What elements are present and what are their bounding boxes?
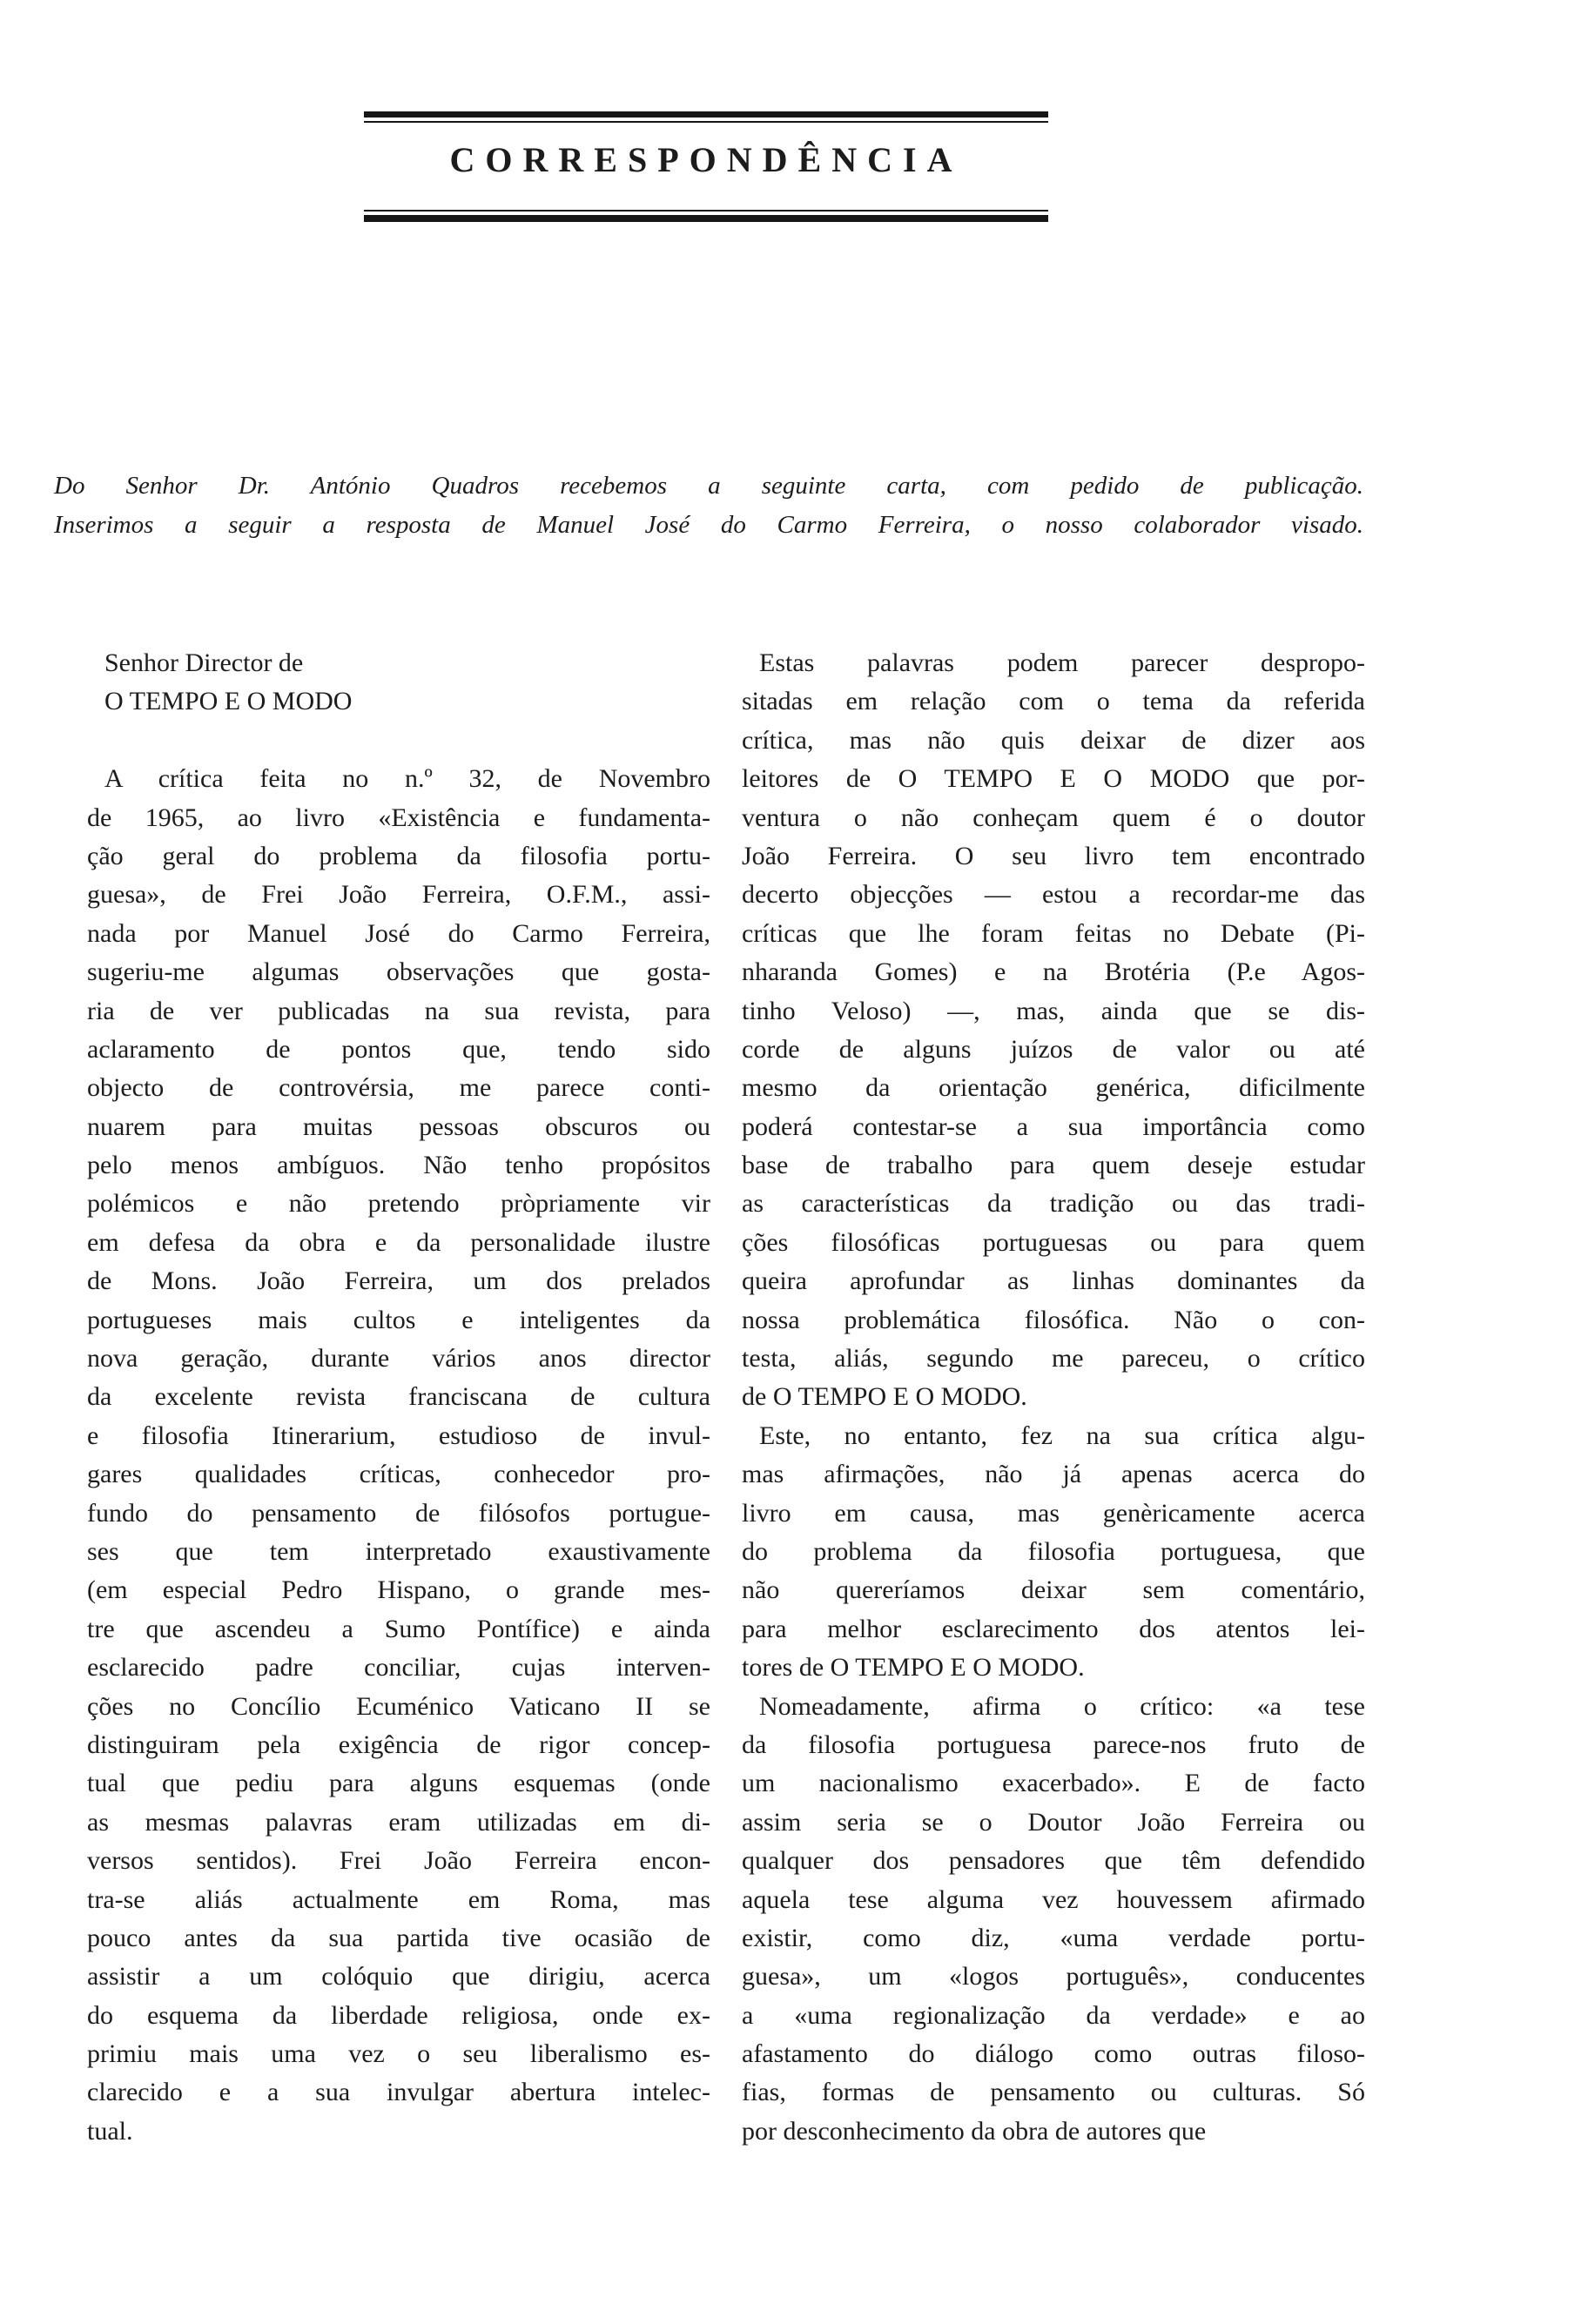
letter-left-column	[87, 644, 710, 2151]
text-line: mas afirmações, não já apenas acerca do	[742, 1460, 1365, 1489]
text-line: ções filosóficas portuguesas ou para quem	[742, 1227, 1365, 1257]
text-line: testa, aliás, segundo me pareceu, o crítico	[742, 1344, 1365, 1374]
text-line: O TEMPO E O MODO	[104, 687, 353, 716]
text-line: decerto objecções — estou a recordar-me das	[742, 880, 1365, 910]
text-line: polémicos e não pretendo pròpriamente vir	[87, 1189, 710, 1219]
text-line: um nacionalismo exacerbado». E de facto	[742, 1769, 1365, 1798]
text-line: portugueses mais cultos e inteligentes da	[87, 1305, 710, 1334]
text-line: assistir a um colóquio que dirigiu, acerca	[87, 1962, 710, 1992]
text-line: da excelente revista franciscana de cultura	[87, 1382, 710, 1412]
text-line: poderá contestar-se a sua importância como	[742, 1112, 1365, 1141]
text-line: fundo do pensamento de filósofos portugue-	[87, 1498, 710, 1528]
text-line: de O TEMPO E O MODO.	[742, 1382, 1027, 1412]
letter-right-column	[742, 644, 1365, 2151]
text-line: em defesa da obra e da personalidade ilustre	[87, 1227, 710, 1257]
text-line: Senhor Director de	[104, 648, 304, 677]
text-line: a «uma regionalização da verdade» e ao	[742, 2000, 1365, 2030]
header-rule-bottom	[364, 215, 1048, 222]
text-line: corde de alguns juízos de valor ou até	[742, 1034, 1365, 1064]
text-line: crítica, mas não quis deixar de dizer aos	[742, 725, 1365, 755]
text-line: tinho Veloso) —, mas, ainda que se dis-	[742, 996, 1365, 1025]
text-line: pouco antes da sua partida tive ocasião de	[87, 1923, 710, 1952]
text-line: (em especial Pedro Hispano, o grande mes-	[87, 1575, 710, 1605]
text-line: da filosofia portuguesa parece-nos fruto de	[742, 1730, 1365, 1759]
text-line: nada por Manuel José do Carmo Ferreira,	[87, 918, 710, 948]
text-line: distinguiram pela exigência de rigor concep-	[87, 1730, 710, 1759]
text-line: sugeriu-me algumas observações que gosta-	[87, 957, 710, 987]
header-rule-top	[364, 111, 1048, 118]
text-line: tual.	[87, 2116, 133, 2146]
text-line: fias, formas de pensamento ou culturas. Só	[742, 2078, 1365, 2107]
text-line: tra-se aliás actualmente em Roma, mas	[87, 1884, 710, 1914]
text-line: nuarem para muitas pessoas obscuros ou	[87, 1112, 710, 1141]
text-line: primiu mais uma vez o seu liberalismo es-	[87, 2039, 710, 2069]
text-line: guesa», um «logos português», conducentes	[742, 1962, 1365, 1992]
text-line: sitadas em relação com o tema da referida	[742, 687, 1365, 716]
text-line: de 1965, ao livro «Existência e fundamenta-	[87, 803, 710, 832]
text-line: qualquer dos pensadores que têm defendido	[742, 1846, 1365, 1876]
text-line: gares qualidades críticas, conhecedor pro-	[87, 1460, 710, 1489]
text-line: assim seria se o Doutor João Ferreira ou	[742, 1807, 1365, 1837]
intro-line: Do Senhor Dr. António Quadros recebemos a seguinte carta, com pedido de publicação.	[54, 472, 1363, 500]
text-line: João Ferreira. O seu livro tem encontrado	[742, 841, 1365, 870]
text-line: nossa problemática filosófica. Não o con-	[742, 1305, 1365, 1334]
text-line: pelo menos ambíguos. Não tenho propósitos	[87, 1151, 710, 1180]
text-line: nova geração, durante vários anos director	[87, 1344, 710, 1374]
text-line: leitores de O TEMPO E O MODO que por-	[742, 764, 1365, 794]
text-line: e filosofia Itinerarium, estudioso de invul-	[87, 1421, 710, 1450]
text-line: nharanda Gomes) e na Brotéria (P.e Agos-	[742, 957, 1365, 987]
text-line: do esquema da liberdade religiosa, onde ex-	[87, 2000, 710, 2030]
text-line: para melhor esclarecimento dos atentos lei-	[742, 1614, 1365, 1643]
text-line: base de trabalho para quem deseje estudar	[742, 1151, 1365, 1180]
text-line: esclarecido padre conciliar, cujas interven-	[87, 1653, 710, 1683]
text-line: ria de ver publicadas na sua revista, para	[87, 996, 710, 1025]
text-line: tual que pediu para alguns esquemas (onde	[87, 1769, 710, 1798]
text-line: críticas que lhe foram feitas no Debate (Pi-	[742, 918, 1365, 948]
text-line: aquela tese alguma vez houvessem afirmado	[742, 1884, 1365, 1914]
text-line: ses que tem interpretado exaustivamente	[87, 1536, 710, 1566]
editorial-intro	[54, 467, 1363, 545]
text-line: Nomeadamente, afirma o crítico: «a tese	[759, 1691, 1365, 1721]
text-line: por desconhecimento da obra de autores que	[742, 2116, 1207, 2146]
text-line: não quereríamos deixar sem comentário,	[742, 1575, 1365, 1605]
text-line: queira aprofundar as linhas dominantes da	[742, 1266, 1365, 1296]
text-line: de Mons. João Ferreira, um dos prelados	[87, 1266, 710, 1296]
header-rule-bottom-thin	[364, 210, 1048, 212]
text-line: as características da tradição ou das tradi-	[742, 1189, 1365, 1219]
text-line: Estas palavras podem parecer despropo-	[759, 648, 1365, 677]
text-line: ção geral do problema da filosofia portu-	[87, 841, 710, 870]
text-line: A crítica feita no n.º 32, de Novembro	[104, 764, 710, 794]
text-line: tores de O TEMPO E O MODO.	[742, 1653, 1085, 1683]
text-line: as mesmas palavras eram utilizadas em di-	[87, 1807, 710, 1837]
text-line: guesa», de Frei João Ferreira, O.F.M., assi-	[87, 880, 710, 910]
text-line: clarecido e a sua invulgar abertura intelec-	[87, 2078, 710, 2107]
text-line: ventura o não conheçam quem é o doutor	[742, 803, 1365, 832]
text-line: Este, no entanto, fez na sua crítica algu-	[759, 1421, 1365, 1450]
text-line: existir, como diz, «uma verdade portu-	[742, 1923, 1365, 1952]
text-line: mesmo da orientação genérica, dificilmente	[742, 1073, 1365, 1103]
text-line: tre que ascendeu a Sumo Pontífice) e ainda	[87, 1614, 710, 1643]
blank-line	[87, 722, 710, 760]
header-rule-top-thin	[364, 121, 1048, 123]
text-line: ções no Concílio Ecuménico Vaticano II se	[87, 1691, 710, 1721]
text-line: aclaramento de pontos que, tendo sido	[87, 1034, 710, 1064]
section-title: CORRESPONDÊNCIA	[449, 140, 963, 179]
text-line: versos sentidos). Frei João Ferreira encon-	[87, 1846, 710, 1876]
intro-line: Inserimos a seguir a resposta de Manuel José do Carmo Ferreira, o nosso colaborador visado.	[54, 511, 1363, 539]
text-line: livro em causa, mas genèricamente acerca	[742, 1498, 1365, 1528]
text-line: afastamento do diálogo como outras filoso-	[742, 2039, 1365, 2069]
text-line: objecto de controvérsia, me parece conti-	[87, 1073, 710, 1103]
text-line: do problema da filosofia portuguesa, que	[742, 1536, 1365, 1566]
